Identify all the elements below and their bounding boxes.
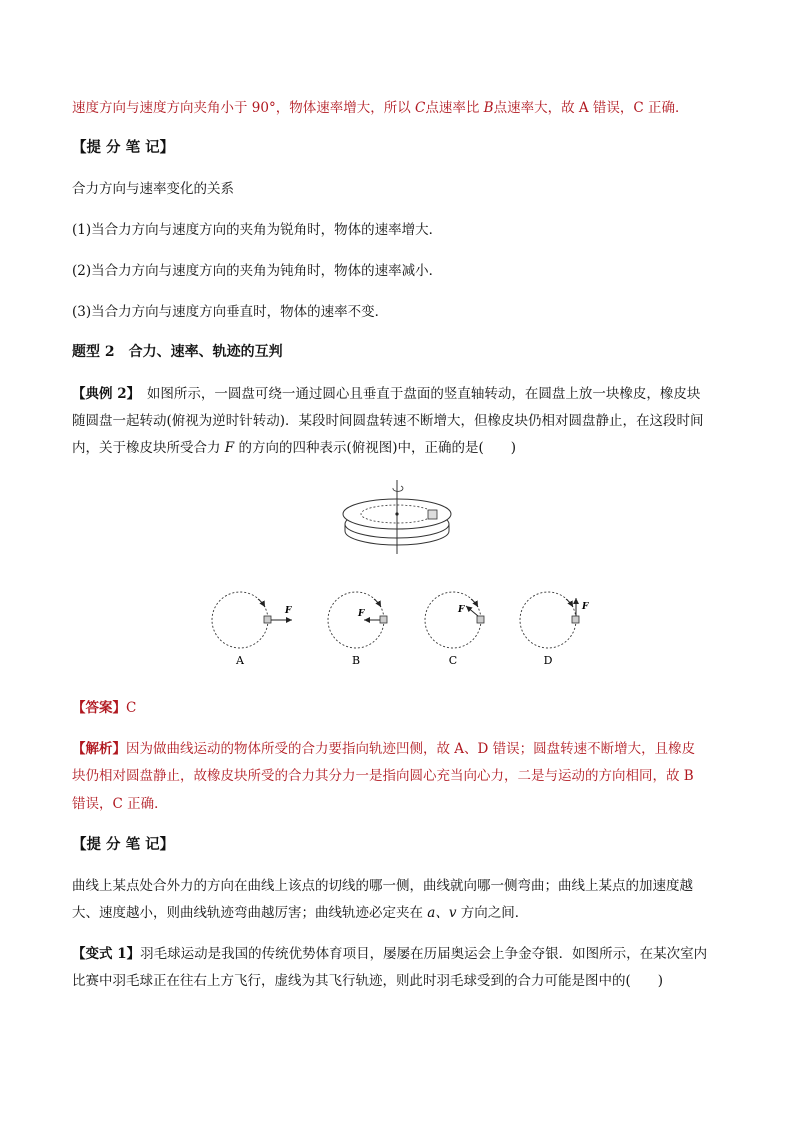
topic-heading: 题型 2 合力、速率、轨迹的互判: [72, 344, 283, 360]
explanation-tag: 【解析】: [72, 741, 126, 757]
note-item-3: (3)当合力方向与速度方向垂直时，物体的速率不变．: [72, 304, 389, 320]
explanation-line-1: 【解析】因为做曲线运动的物体所受的合力要指向轨迹凹侧，故 A、D 错误；圆盘转速不断增大，且橡皮: [72, 741, 696, 757]
example-line-1: 【典例 2】 如图所示，一圆盘可绕一通过圆心且垂直于盘面的竖直轴转动，在圆盘上放一块橡皮，橡皮块: [72, 386, 701, 402]
option-d-diagram: [520, 592, 589, 667]
example-tag: 【典例 2】: [72, 386, 134, 402]
eraser-block: [428, 510, 437, 519]
disc-illustration: [343, 480, 451, 554]
answer-line: [72, 696, 136, 716]
option-d-label: D: [543, 654, 553, 667]
note-item-2: (2)当合力方向与速度方向的夹角为钝角时，物体的速率减小．: [72, 263, 443, 279]
svg-text:F: F: [285, 606, 292, 616]
svg-text:F: F: [358, 609, 365, 619]
svg-text:F: F: [458, 605, 465, 615]
example-line-3: 内，关于橡皮块所受合力 F 的方向的四种表示(俯视图)中，正确的是( ): [72, 440, 517, 456]
variant-tag: 【变式 1】: [72, 946, 141, 962]
example-line-2: 随圆盘一起转动(俯视为逆时针转动)．某段时间圆盘转速不断增大，但橡皮块仍相对圆盘静止，在这段时间: [72, 413, 704, 429]
rotating-disc-figure: [0, 470, 794, 680]
note2-line-1: 曲线上某点处合外力的方向在曲线上该点的切线的哪一侧，曲线就向哪一侧弯曲；曲线上某点的加速度越: [72, 878, 693, 894]
option-a-label: A: [236, 654, 244, 667]
note-item-1: (1)当合力方向与速度方向的夹角为锐角时，物体的速率增大．: [72, 222, 443, 238]
option-c-label: C: [448, 654, 458, 667]
solution-continuation: 速度方向与速度方向夹角小于 90°，物体速率增大，所以 C点速率比 B点速率大，故 A 错误，C 正确．: [72, 100, 689, 116]
variant-line-1: 【变式 1】羽毛球运动是我国的传统优势体育项目，屡屡在历届奥运会上争金夺银．如图所示，在某次室内: [72, 946, 708, 962]
explanation-line-3: 错误，C 正确．: [72, 796, 168, 812]
variant-line-2: 比赛中羽毛球正在往右上方飞行，虚线为其飞行轨迹，则此时羽毛球受到的合力可能是图中的( ): [72, 973, 664, 989]
option-b-label: B: [351, 654, 361, 667]
note-title-2: 【提 分 笔 记】: [72, 836, 175, 853]
option-c-diagram: [425, 592, 484, 667]
note-title-1: 【提 分 笔 记】: [72, 139, 175, 156]
svg-text:F: F: [582, 602, 589, 612]
note2-line-2: 大、速度越小，则曲线轨迹弯曲越厉害；曲线轨迹必定夹在 a、v 方向之间．: [72, 905, 529, 921]
note-subtitle: 合力方向与速率变化的关系: [72, 181, 234, 197]
option-b-diagram: [328, 592, 387, 667]
explanation-line-2: 块仍相对圆盘静止，故橡皮块所受的合力其分力一是指向圆心充当向心力，二是与运动的方向相同，故 B: [72, 768, 694, 784]
answer-value: C: [126, 700, 137, 716]
option-a-diagram: [212, 592, 292, 667]
answer-tag: 【答案】: [72, 700, 126, 716]
